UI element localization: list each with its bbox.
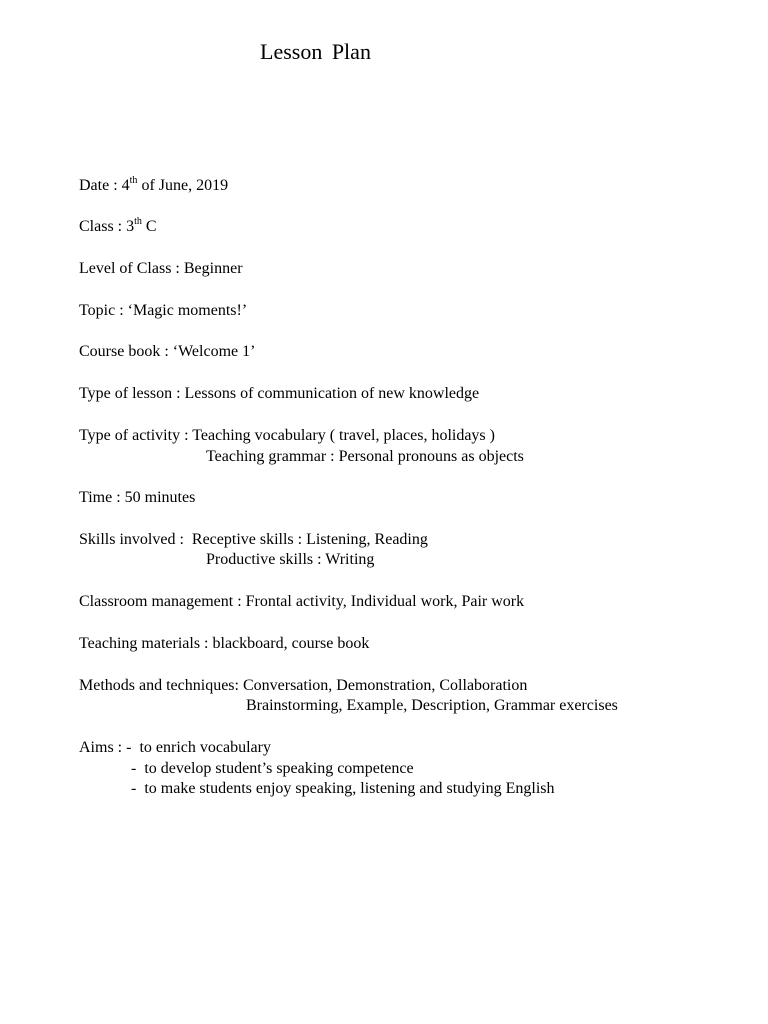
date-prefix: Date : 4 (79, 177, 130, 194)
aims-line-1: Aims : - to enrich vocabulary (79, 739, 271, 756)
class-prefix: Class : 3 (79, 218, 135, 235)
topic-line: Topic : ‘Magic moments!’ (79, 302, 248, 319)
methods-line-2: Brainstorming, Example, Description, Grammar exercises (246, 697, 618, 714)
skills-line-1: Skills involved : Receptive skills : Listening, Reading (79, 531, 428, 548)
class-line (79, 217, 157, 237)
page-title: Lesson Plan (260, 39, 371, 64)
aims-line-3: - to make students enjoy speaking, listening and studying English (131, 780, 555, 797)
level-line: Level of Class : Beginner (79, 260, 243, 277)
course-book-line: Course book : ‘Welcome 1’ (79, 343, 256, 360)
time-line: Time : 50 minutes (79, 489, 196, 506)
activity-line-2: Teaching grammar : Personal pronouns as objects (206, 448, 524, 465)
management-line: Classroom management : Frontal activity, Individual work, Pair work (79, 593, 525, 610)
class-suffix: C (141, 218, 157, 235)
date-line (79, 176, 228, 196)
methods-line-1: Methods and techniques: Conversation, Demonstration, Collaboration (79, 677, 528, 694)
aims-line-2: - to develop student’s speaking competence (131, 760, 414, 777)
skills-line-2: Productive skills : Writing (206, 551, 375, 568)
date-suffix: of June, 2019 (137, 177, 229, 194)
class-superscript: th (134, 215, 142, 227)
materials-line: Teaching materials : blackboard, course book (79, 635, 370, 652)
lesson-type-line: Type of lesson : Lessons of communication of new knowledge (79, 385, 480, 402)
activity-line-1: Type of activity : Teaching vocabulary ( travel, places, holidays ) (79, 427, 495, 444)
date-superscript: th (129, 174, 138, 186)
